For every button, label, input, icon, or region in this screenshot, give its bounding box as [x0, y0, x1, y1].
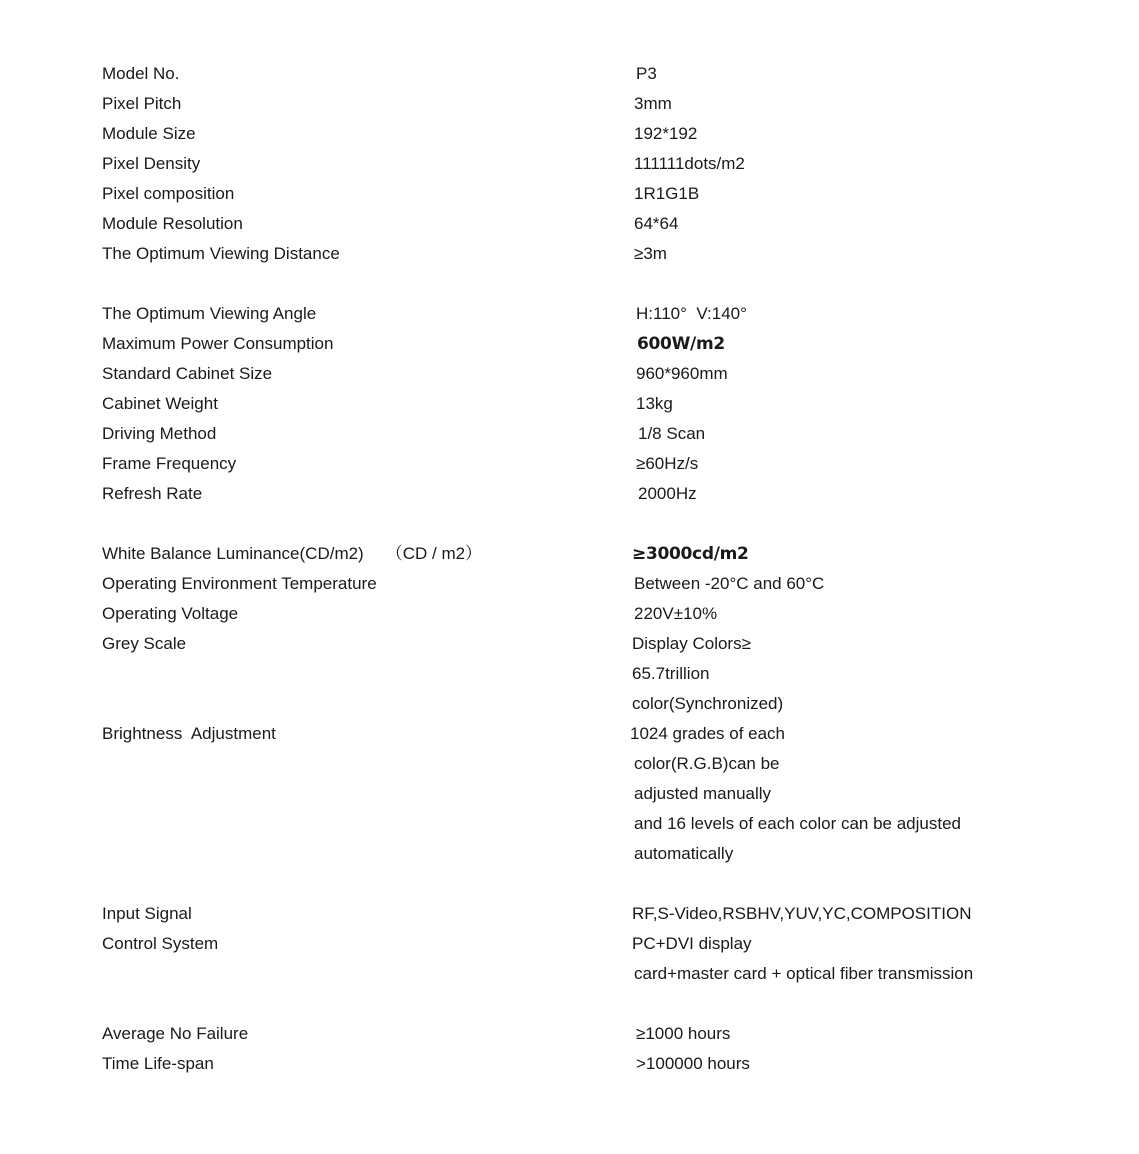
spec-value-control-system-line-1: PC+DVI display [632, 934, 752, 953]
spec-value-frame-frequency: ≥60Hz/s [636, 454, 699, 473]
spec-label-white-balance-text: White Balance Luminance(CD/m2) [102, 544, 364, 563]
spec-value-brightness-line-2: color(R.G.B)can be [634, 754, 780, 773]
spec-value-module-size: 192*192 [634, 124, 698, 143]
spec-value-brightness-line-4: and 16 levels of each color can be adjusted [634, 814, 962, 833]
spec-label-model-no: Model No. [102, 64, 180, 83]
spec-label-life-span: Time Life-span [102, 1054, 214, 1073]
spec-label-brightness-adjustment: Brightness Adjustment [102, 724, 276, 743]
spec-value-grey-scale-line-3: color(Synchronized) [632, 694, 784, 713]
spec-value-average-no-failure: ≥1000 hours [636, 1024, 731, 1043]
spec-label-operating-voltage: Operating Voltage [102, 604, 239, 623]
spec-label-pixel-pitch: Pixel Pitch [102, 94, 182, 113]
spec-value-pixel-density: 111111dots/m2 [634, 154, 745, 173]
spec-label-input-signal: Input Signal [102, 904, 192, 923]
spec-label-viewing-angle: The Optimum Viewing Angle [102, 304, 317, 323]
spec-value-max-power: 600W/m2 [637, 334, 725, 354]
spec-value-module-resolution: 64*64 [634, 214, 679, 233]
spec-label-grey-scale: Grey Scale [102, 634, 187, 653]
spec-label-driving-method: Driving Method [102, 424, 217, 443]
spec-label-average-no-failure: Average No Failure [102, 1024, 249, 1043]
spec-value-white-balance: ≥3000cd/m2 [632, 544, 749, 564]
spec-value-operating-temp: Between -20°C and 60°C [634, 574, 825, 593]
spec-value-pixel-pitch: 3mm [634, 94, 672, 113]
spec-label-pixel-composition: Pixel composition [102, 184, 235, 203]
spec-label-module-size: Module Size [102, 124, 196, 143]
spec-value-pixel-composition: 1R1G1B [634, 184, 700, 203]
spec-value-driving-method: 1/8 Scan [638, 424, 706, 443]
spec-label-frame-frequency: Frame Frequency [102, 454, 237, 473]
spec-value-viewing-angle: H:110° V:140° [636, 304, 747, 323]
spec-value-cabinet-size: 960*960mm [636, 364, 728, 383]
spec-value-control-system-line-2: card+master card + optical fiber transmission [634, 964, 974, 983]
spec-value-grey-scale-line-1: Display Colors≥ [632, 634, 751, 653]
spec-label-white-balance [102, 539, 482, 569]
spec-value-brightness-line-1: 1024 grades of each [630, 724, 786, 743]
spec-value-model-no: P3 [636, 64, 657, 83]
spec-label-viewing-distance: The Optimum Viewing Distance [102, 244, 340, 263]
spec-label-cabinet-weight: Cabinet Weight [102, 394, 218, 413]
spec-value-refresh-rate: 2000Hz [638, 484, 697, 503]
spec-value-viewing-distance: ≥3m [634, 244, 667, 263]
spec-label-cabinet-size: Standard Cabinet Size [102, 364, 273, 383]
spec-label-module-resolution: Module Resolution [102, 214, 243, 233]
spec-value-operating-voltage: 220V±10% [634, 604, 718, 623]
spec-value-input-signal: RF,S-Video,RSBHV,YUV,YC,COMPOSITION [632, 904, 972, 923]
spec-value-cabinet-weight: 13kg [636, 394, 673, 413]
spec-label-max-power: Maximum Power Consumption [102, 334, 334, 353]
spec-value-brightness-line-3: adjusted manually [634, 784, 772, 803]
spec-value-life-span: >100000 hours [636, 1054, 750, 1073]
spec-label-pixel-density: Pixel Density [102, 154, 201, 173]
spec-label-refresh-rate: Refresh Rate [102, 484, 203, 503]
spec-label-control-system: Control System [102, 934, 219, 953]
spec-value-grey-scale-line-2: 65.7trillion [632, 664, 710, 683]
spec-label-operating-temp: Operating Environment Temperature [102, 574, 377, 593]
spec-label-white-balance-unit: （CD / m2） [385, 544, 483, 563]
spec-value-brightness-line-5: automatically [634, 844, 734, 863]
